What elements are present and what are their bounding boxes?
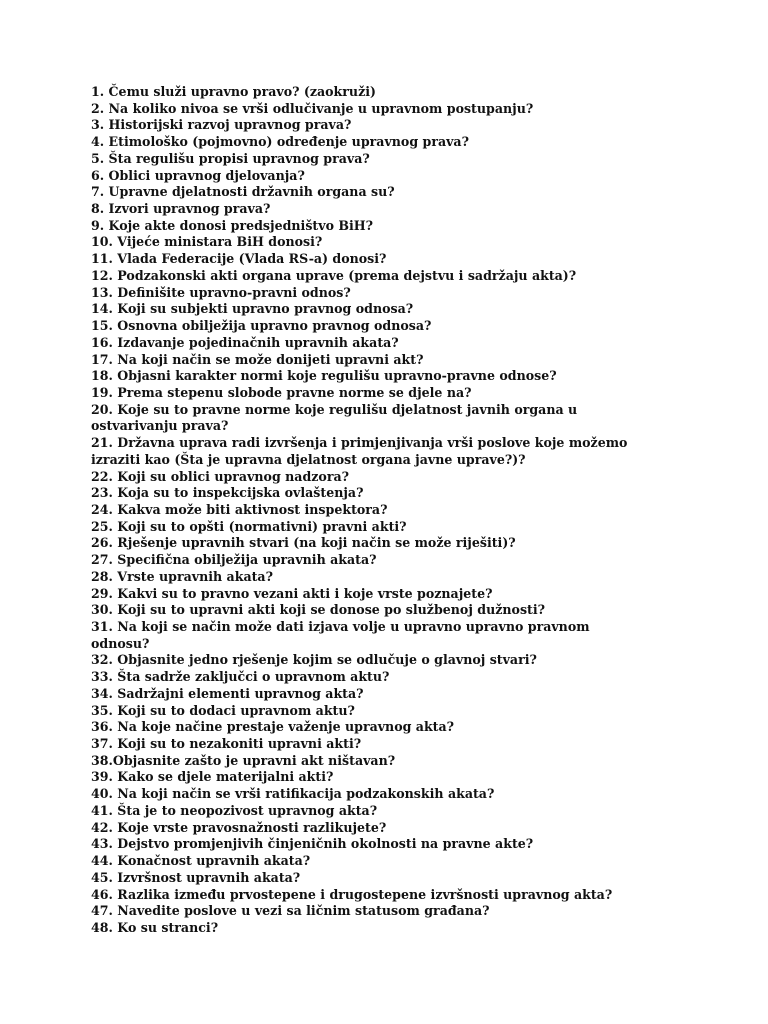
question-item: 43. Dejstvo promjenjivih činjeničnih okolnosti na pravne akte?	[91, 836, 534, 852]
question-item: 39. Kako se djele materijalni akti?	[91, 769, 334, 785]
question-item: 5. Šta regulišu propisi upravnog prava?	[91, 150, 370, 166]
question-item: 33. Šta sadrže zaključci o upravnom aktu?	[91, 669, 390, 685]
question-item: 36. Na koje načine prestaje važenje upravnog akta?	[91, 719, 455, 735]
question-item: 32. Objasnite jedno rješenje kojim se odlučuje o glavnoj stvari?	[91, 652, 537, 668]
question-item: 44. Konačnost upravnih akata?	[91, 853, 311, 869]
question-item: 23. Koja su to inspekcijska ovlaštenja?	[91, 485, 364, 501]
question-item: 15. Osnovna obilježija upravno pravnog odnosa?	[91, 318, 432, 334]
question-item: 47. Navedite poslove u vezi sa ličnim statusom građana?	[91, 903, 490, 919]
question-item: 22. Koji su oblici upravnog nadzora?	[91, 468, 349, 484]
question-item: 16. Izdavanje pojedinačnih upravnih akata?	[91, 334, 399, 350]
question-item: 19. Prema stepenu slobode pravne norme se djele na?	[91, 384, 472, 400]
question-item: 17. Na koji način se može donijeti upravni akt?	[91, 351, 424, 367]
question-item: 7. Upravne djelatnosti državnih organa su?	[91, 184, 395, 200]
question-item: 11. Vlada Federacije (Vlada RS-a) donosi?	[91, 251, 387, 267]
question-item: 27. Specifična obilježija upravnih akata?	[91, 552, 377, 568]
question-item: 31. Na koji se način može dati izjava volje u upravno upravno pravnom odnosu?	[91, 619, 590, 651]
question-item: 41. Šta je to neopozivost upravnog akta?	[91, 802, 378, 818]
question-item: 9. Koje akte donosi predsjedništvo BiH?	[91, 217, 374, 233]
question-item: 34. Sadržajni elementi upravnog akta?	[91, 685, 364, 701]
question-item: 46. Razlika između prvostepene i drugostepene izvršnosti upravnog akta?	[91, 886, 613, 902]
question-item: 40. Na koji način se vrši ratifikacija podzakonskih akata?	[91, 786, 495, 802]
question-list	[91, 84, 651, 937]
question-item: 1. Čemu služi upravno pravo? (zaokruži)	[91, 84, 376, 99]
question-item: 37. Koji su to nezakoniti upravni akti?	[91, 736, 362, 752]
question-item: 20. Koje su to pravne norme koje regulišu djelatnost javnih organa u ostvarivanju prava?	[91, 401, 578, 434]
question-item: 42. Koje vrste pravosnažnosti razlikujete?	[91, 819, 387, 835]
question-item: 21. Državna uprava radi izvršenja i primjenjivanja vrši poslove koje možemo izraziti kao (Šta je upravna djelatnost organa javne uprave?)?	[91, 435, 628, 467]
question-item: 35. Koji su to dodaci upravnom aktu?	[91, 702, 355, 718]
question-item: 48. Ko su stranci?	[91, 919, 219, 935]
question-item: 8. Izvori upravnog prava?	[91, 201, 271, 217]
question-item: 4. Etimološko (pojmovno) određenje upravnog prava?	[91, 134, 469, 150]
question-item: 2. Na koliko nivoa se vrši odlučivanje u upravnom postupanju?	[91, 100, 534, 116]
question-item: 10. Vijeće ministara BiH donosi?	[91, 234, 323, 250]
question-item: 45. Izvršnost upravnih akata?	[91, 869, 301, 885]
question-item: 30. Koji su to upravni akti koji se donose po službenoj dužnosti?	[91, 602, 546, 618]
question-item: 14. Koji su subjekti upravno pravnog odnosa?	[91, 301, 414, 317]
question-item: 3. Historijski razvoj upravnog prava?	[91, 117, 352, 133]
question-item: 18. Objasni karakter normi koje regulišu upravno-pravne odnose?	[91, 368, 557, 384]
question-item: 13. Definišite upravno-pravni odnos?	[91, 284, 351, 300]
question-item: 24. Kakva može biti aktivnost inspektora?	[91, 501, 388, 517]
question-item: 25. Koji su to opšti (normativni) pravni akti?	[91, 518, 407, 534]
question-item: 38.Objasnite zašto je upravni akt ništavan?	[91, 752, 396, 768]
question-item: 29. Kakvi su to pravno vezani akti i koje vrste poznajete?	[91, 585, 493, 601]
question-item: 28. Vrste upravnih akata?	[91, 568, 273, 584]
question-item: 26. Rješenje upravnih stvari (na koji način se može riješiti)?	[91, 535, 516, 551]
question-item: 12. Podzakonski akti organa uprave (prema dejstvu i sadržaju akta)?	[91, 267, 577, 283]
question-item: 6. Oblici upravnog djelovanja?	[91, 167, 305, 183]
